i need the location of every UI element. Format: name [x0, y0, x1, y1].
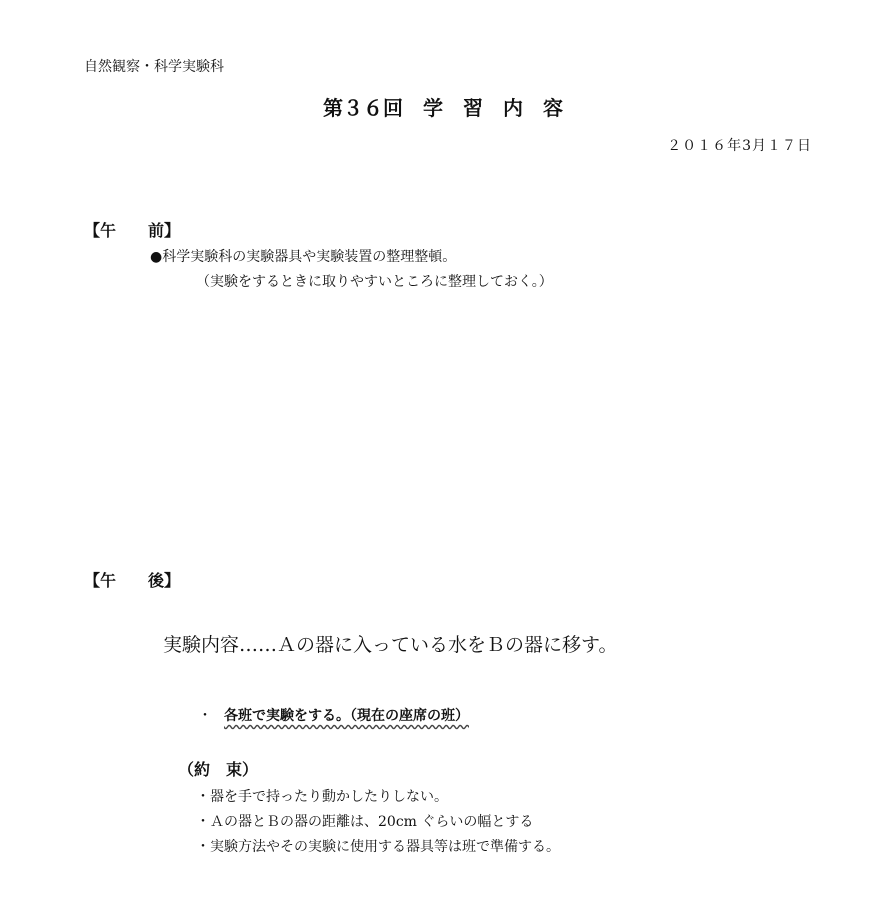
page-title: 第３６回 学 習 内 容 — [323, 96, 563, 120]
rules-heading: （約 束） — [178, 760, 259, 779]
experiment-description: 実験内容……Ａの器に入っている水をＢの器に移す。 — [163, 634, 618, 656]
group-note — [198, 705, 469, 725]
morning-item: ●科学実験科の実験器具や実験装置の整理整頓。 — [150, 249, 457, 265]
organization-name: 自然観察・科学実験科 — [84, 59, 224, 75]
rule-item: ・Ａの器とＢの器の距離は、20cm ぐらいの幅とする — [196, 814, 534, 830]
document-date: ２０１６年3月１７日 — [667, 138, 812, 154]
morning-item-note: （実験をするときに取りやすいところに整理しておく。） — [196, 274, 553, 290]
afternoon-heading: 【午 後】 — [84, 571, 181, 590]
group-note-bullet: ・ — [198, 708, 212, 724]
group-note-text: 各班で実験をする。（現在の座席の班） — [224, 708, 469, 724]
rule-item: ・実験方法やその実験に使用する器具等は班で準備する。 — [196, 839, 560, 855]
morning-heading: 【午 前】 — [84, 221, 181, 240]
rule-item: ・器を手で持ったり動かしたりしない。 — [196, 789, 448, 805]
